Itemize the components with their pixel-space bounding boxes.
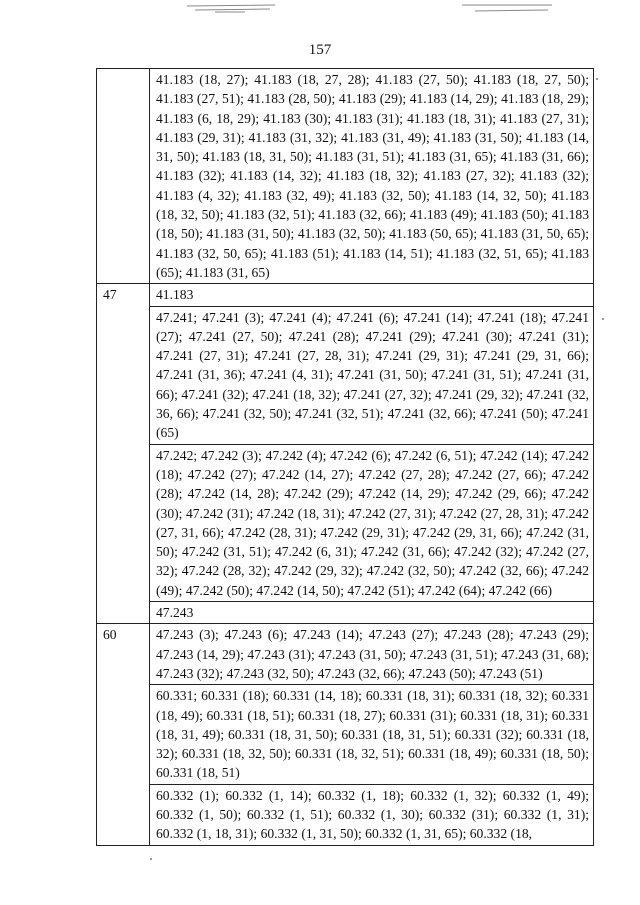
row-text: 47.242; 47.242 (3); 47.242 (4); 47.242 (6); 47.242 (6, 51); 47.242 (14); 47.242 (18); 47.242 (27); 47.242 (14, 27); 47.242 (27, 28); 47.242 (27, 66); 47.242 (28); 47.242 (14, 28); 47.242 (29); 47.242 (14, 29); 47.242 (29, 66); 47.242 (30); 47.242 (31); 47.242 (18, 31); 47.242 (27, 31); 47.242 (27, 28, 31); 47.242 (27, 31, 66); 47.242 (28, 31); 47.242 (29, 31); 47.242 (29, 31, 66); 47.242 (31, 50); 47.242 (31, 51); 47.242 (6, 31); 47.242 (31, 66); 47.242 (32); 47.242 (27, 32); 47.242 (28, 32); 47.242 (29, 32); 47.242 (32, 50); 47.242 (32, 66); 47.242 (49); 47.242 (50); 47.242 (14, 50); 47.242 (51); 47.242 (64); 47.242 (66)	[150, 444, 594, 601]
row-code: 60	[97, 624, 150, 845]
scan-speck	[596, 78, 598, 80]
row-text: 60.332 (1); 60.332 (1, 14); 60.332 (1, 18); 60.332 (1, 32); 60.332 (1, 49); 60.332 (1, 50); 60.332 (1, 51); 60.332 (1, 30); 60.332 (31); 60.332 (1, 31); 60.332 (1, 18, 31); 60.332 (1, 31, 50); 60.332 (1, 31, 65); 60.332 (18,	[150, 784, 594, 845]
table-row	[97, 685, 594, 784]
scan-artifact-left	[185, 2, 280, 14]
table-row	[97, 444, 594, 601]
table-row	[97, 624, 594, 685]
table-row	[97, 69, 594, 284]
table-row	[97, 602, 594, 624]
row-text: 47.243 (3); 47.243 (6); 47.243 (14); 47.243 (27); 47.243 (28); 47.243 (29); 47.243 (14, 29); 47.243 (31); 47.243 (31, 50); 47.243 (31, 51); 47.243 (31, 68); 47.243 (32); 47.243 (32, 50); 47.243 (32, 66); 47.243 (50); 47.243 (51)	[150, 624, 594, 685]
row-text: 41.183	[150, 284, 594, 306]
page-number: 157	[308, 42, 332, 58]
row-text: 41.183 (18, 27); 41.183 (18, 27, 28); 41.183 (27, 50); 41.183 (18, 27, 50); 41.183 (27, 51); 41.183 (28, 50); 41.183 (29); 41.183 (14, 29); 41.183 (18, 29); 41.183 (6, 18, 29); 41.183 (30); 41.183 (31); 41.183 (18, 31); 41.183 (27, 31); 41.183 (29, 31); 41.183 (31, 32); 41.183 (31, 49); 41.183 (31, 50); 41.183 (14, 31, 50); 41.183 (18, 31, 50); 41.183 (31, 51); 41.183 (31, 65); 41.183 (31, 66); 41.183 (32); 41.183 (14, 32); 41.183 (18, 32); 41.183 (27, 32); 41.183 (32); 41.183 (4, 32); 41.183 (32, 49); 41.183 (32, 50); 41.183 (14, 32, 50); 41.183 (18, 32, 50); 41.183 (32, 51); 41.183 (32, 66); 41.183 (49); 41.183 (50); 41.183 (18, 50); 41.183 (31, 50); 41.183 (32, 50); 41.183 (50, 65); 41.183 (31, 50, 65); 41.183 (32, 50, 65); 41.183 (51); 41.183 (14, 51); 41.183 (32, 51, 65); 41.183 (65); 41.183 (31, 65)	[150, 69, 594, 284]
row-text: 60.331; 60.331 (18); 60.331 (14, 18); 60.331 (18, 31); 60.331 (18, 32); 60.331 (18, 49); 60.331 (18, 51); 60.331 (18, 27); 60.331 (31); 60.331 (18, 31); 60.331 (18, 31, 49); 60.331 (18, 31, 50); 60.331 (18, 31, 51); 60.331 (32); 60.331 (18, 32); 60.331 (18, 32, 50); 60.331 (18, 32, 51); 60.331 (18, 49); 60.331 (18, 50); 60.331 (18, 51)	[150, 685, 594, 784]
table-row	[97, 306, 594, 444]
scan-speck	[150, 858, 152, 860]
scan-artifact-right	[460, 2, 555, 14]
table-row	[97, 284, 594, 306]
row-code: 47	[97, 284, 150, 624]
table-row	[97, 784, 594, 845]
row-text: 47.243	[150, 602, 594, 624]
row-text: 47.241; 47.241 (3); 47.241 (4); 47.241 (6); 47.241 (14); 47.241 (18); 47.241 (27); 47.241 (27, 50); 47.241 (28); 47.241 (29); 47.241 (30); 47.241 (31); 47.241 (27, 31); 47.241 (27, 28, 31); 47.241 (29, 31); 47.241 (29, 31, 66); 47.241 (31, 36); 47.241 (4, 31); 47.241 (31, 50); 47.241 (31, 51); 47.241 (31, 66); 47.241 (32); 47.241 (18, 32); 47.241 (27, 32); 47.241 (29, 32); 47.241 (32, 36, 66); 47.241 (32, 50); 47.241 (32, 51); 47.241 (32, 66); 47.241 (50); 47.241 (65)	[150, 306, 594, 444]
scan-speck	[602, 318, 604, 320]
codes-table	[96, 68, 594, 846]
row-code	[97, 69, 150, 284]
